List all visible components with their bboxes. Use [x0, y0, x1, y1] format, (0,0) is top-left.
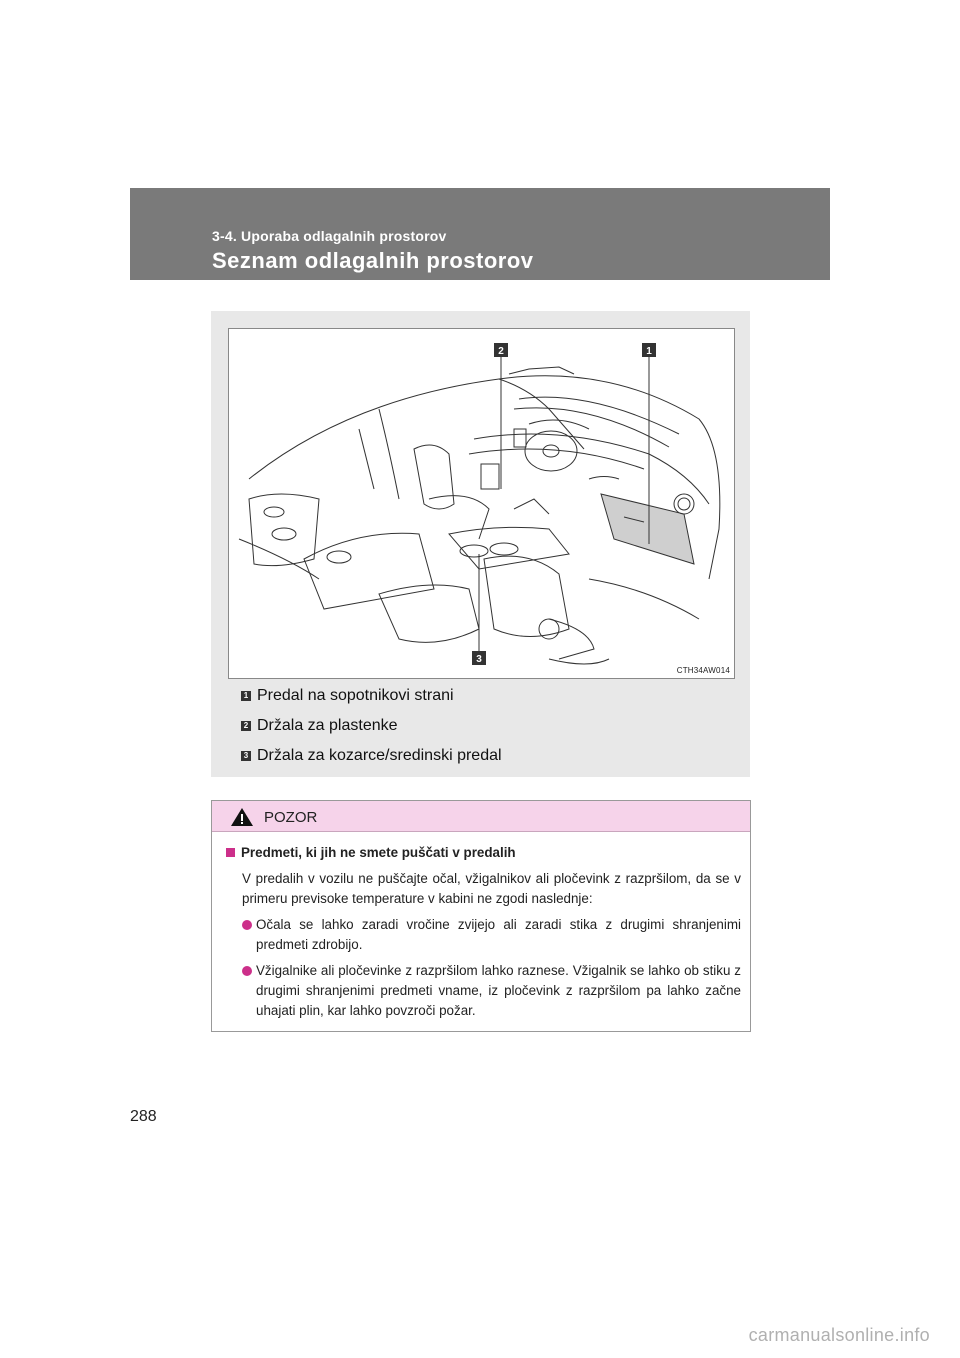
- legend-badge: 3: [241, 751, 251, 761]
- header-band: [130, 188, 830, 280]
- legend-item: [241, 711, 502, 741]
- caution-heading-text: Predmeti, ki jih ne smete puščati v predalih: [241, 845, 516, 860]
- caution-intro: V predalih v vozilu ne puščajte očal, vžigalnikov ali pločevink z razpršilom, da se v primeru previsoke temperature v kabini ne zgodi naslednje:: [242, 871, 741, 906]
- caution-label: POZOR: [264, 809, 318, 826]
- figure-code: CTH34AW014: [676, 666, 730, 675]
- callout-1: 1: [646, 346, 652, 357]
- section-label: 3-4. Uporaba odlagalnih prostorov: [212, 228, 447, 244]
- callout-3: 3: [476, 654, 482, 665]
- circle-bullet-icon: [242, 920, 252, 930]
- caution-bullet: [242, 915, 741, 955]
- figure-legend: [241, 681, 502, 771]
- caution-header: [212, 801, 750, 832]
- page-title: Seznam odlagalnih prostorov: [212, 248, 534, 273]
- legend-label: Predal na sopotnikovi strani: [257, 687, 454, 704]
- page-number: 288: [130, 1108, 157, 1125]
- warning-triangle-icon: [230, 807, 254, 827]
- caution-box: [211, 800, 751, 1032]
- legend-item: [241, 681, 502, 711]
- square-bullet-icon: [226, 848, 235, 857]
- circle-bullet-icon: [242, 966, 252, 976]
- legend-item: [241, 741, 502, 771]
- caution-bullet-text: Vžigalnike ali pločevinke z razpršilom lahko raznese. Vžigalnik se lahko ob stiku z drugimi shranjenimi predmeti vname, iz pločevink z razpršilom pa lahko začne uhajati plin, kar lahko povzroči požar.: [256, 963, 741, 1018]
- caution-heading: [226, 843, 741, 863]
- watermark: carmanualsonline.info: [748, 1325, 930, 1345]
- legend-label: Držala za kozarce/sredinski predal: [257, 747, 502, 764]
- figure-panel: [211, 311, 750, 777]
- legend-label: Držala za plastenke: [257, 717, 398, 734]
- caution-body: [226, 843, 741, 1021]
- legend-badge: 2: [241, 721, 251, 731]
- caution-bullet-text: Očala se lahko zaradi vročine zvijejo ali zaradi stika z drugimi shranjenimi predmeti zdrobijo.: [256, 917, 741, 952]
- legend-badge: 1: [241, 691, 251, 701]
- car-interior-illustration: [228, 328, 735, 679]
- car-interior-drawing: [229, 329, 734, 678]
- callout-2: 2: [498, 346, 504, 357]
- caution-bullet: [242, 961, 741, 1021]
